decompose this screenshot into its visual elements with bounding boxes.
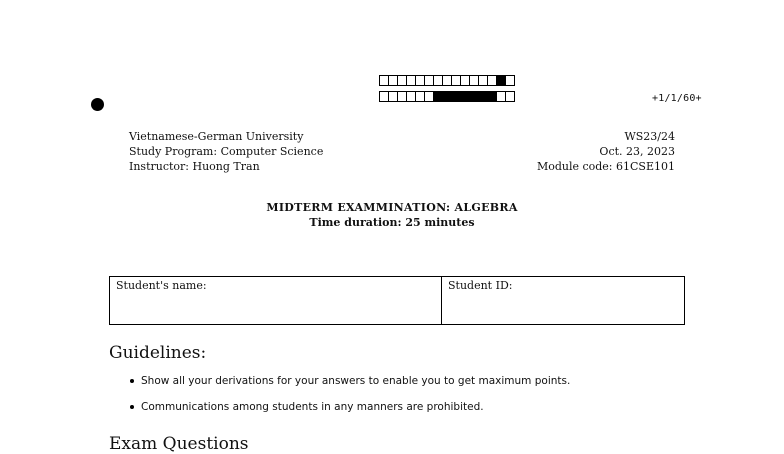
exam-date: Oct. 23, 2023 xyxy=(599,145,675,158)
student-identity-box xyxy=(109,276,685,325)
sheet-code-row-top xyxy=(379,75,514,86)
university-name: Vietnamese-German University xyxy=(129,130,304,143)
student-name-field[interactable] xyxy=(110,277,442,324)
student-name-label: Student's name: xyxy=(116,279,207,292)
exam-duration: Time duration: 25 minutes xyxy=(309,216,475,229)
code-cell xyxy=(505,91,515,102)
semester: WS23/24 xyxy=(624,130,675,143)
sheet-code-row-bottom xyxy=(379,91,514,102)
student-id-label: Student ID: xyxy=(448,279,513,292)
sheet-id: +1/1/60+ xyxy=(652,93,702,104)
guideline-text: Show all your derivations for your answers to enable you to get maximum points. xyxy=(141,375,571,387)
student-id-field[interactable] xyxy=(442,277,684,324)
header-left xyxy=(129,129,323,174)
exam-title: MIDTERM EXAMMINATION: ALGEBRA xyxy=(266,201,518,214)
module-code: Module code: 61CSE101 xyxy=(536,160,675,173)
study-program: Study Program: Computer Science xyxy=(129,145,324,158)
instructor: Instructor: Huong Tran xyxy=(129,160,260,173)
bullet-icon xyxy=(130,405,134,409)
bullet-icon xyxy=(130,379,134,383)
header-right xyxy=(537,129,675,174)
guidelines-heading: Guidelines: xyxy=(109,343,207,363)
exam-questions-heading: Exam Questions xyxy=(109,434,249,454)
list-item xyxy=(128,400,570,426)
guideline-text: Communications among students in any manners are prohibited. xyxy=(141,401,484,413)
exam-title-block xyxy=(0,200,784,230)
registration-mark xyxy=(91,98,104,111)
list-item xyxy=(128,374,570,400)
code-cell xyxy=(505,75,515,86)
guidelines-list xyxy=(128,374,570,426)
